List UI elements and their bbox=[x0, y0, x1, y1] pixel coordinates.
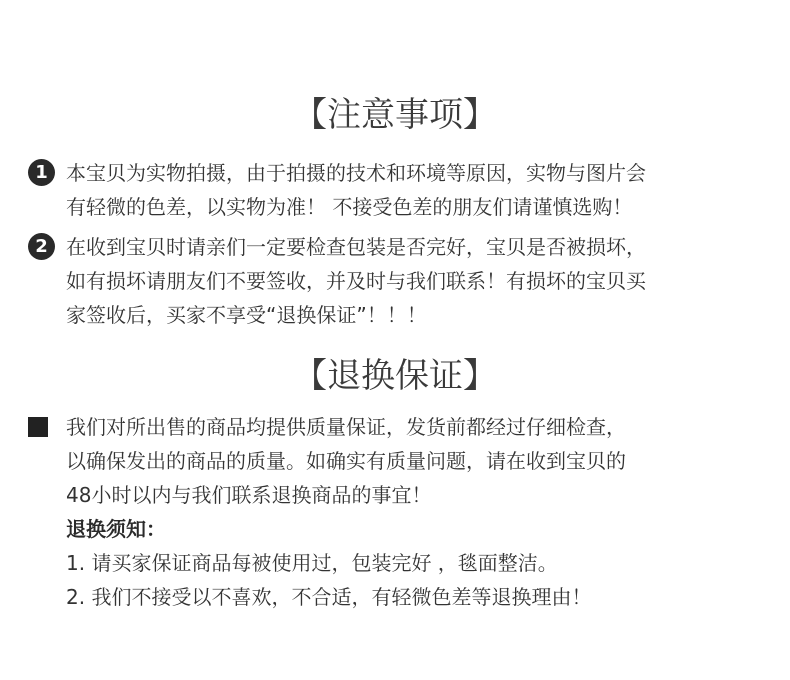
notice-heading: 【注意事项】 bbox=[293, 95, 497, 135]
notice-item-1 bbox=[28, 156, 768, 224]
notice-item-2-line-1 bbox=[28, 230, 768, 264]
return-policy-heading: 【退换保证】 bbox=[293, 356, 497, 396]
return-policy-line-2: 以确保发出的商品的质量。如确实有质量问题，请在收到宝贝的 bbox=[66, 449, 626, 473]
notice-item-2-line-2: 如有损坏请朋友们不要签收，并及时与我们联系！有损坏的宝贝买 bbox=[66, 269, 646, 293]
return-policy-line-3: 48小时以内与我们联系退换商品的事宜！ bbox=[66, 483, 432, 507]
notice-item-1-line-1 bbox=[28, 156, 768, 190]
number-1-icon: 1 bbox=[28, 159, 55, 186]
notice-item-1-text-1: 本宝贝为实物拍摄，由于拍摄的技术和环境等原因，实物与图片会 bbox=[66, 161, 646, 185]
return-policy-body bbox=[28, 410, 768, 614]
notice-item-2 bbox=[28, 230, 768, 332]
notice-item-2-text-1: 在收到宝贝时请亲们一定要检查包装是否完好，宝贝是否被损坏， bbox=[66, 235, 646, 259]
return-policy-text-1: 我们对所出售的商品均提供质量保证，发货前都经过仔细检查， bbox=[66, 415, 626, 439]
number-2-icon: 2 bbox=[28, 233, 55, 260]
notice-item-2-line-3: 家签收后，买家不享受“退换保证”！！！ bbox=[66, 303, 427, 327]
return-note-1: 1. 请买家保证商品每被使用过，包装完好 ，毯面整洁。 bbox=[66, 551, 558, 575]
return-note-2: 2. 我们不接受以不喜欢，不合适，有轻微色差等退换理由！ bbox=[66, 585, 592, 609]
notice-item-1-line-2: 有轻微的色差，以实物为准！ 不接受色差的朋友们请谨慎选购！ bbox=[66, 195, 633, 219]
return-policy-line-1 bbox=[28, 410, 768, 444]
square-bullet-icon bbox=[28, 417, 48, 437]
return-notes-title: 退换须知： bbox=[66, 517, 166, 541]
